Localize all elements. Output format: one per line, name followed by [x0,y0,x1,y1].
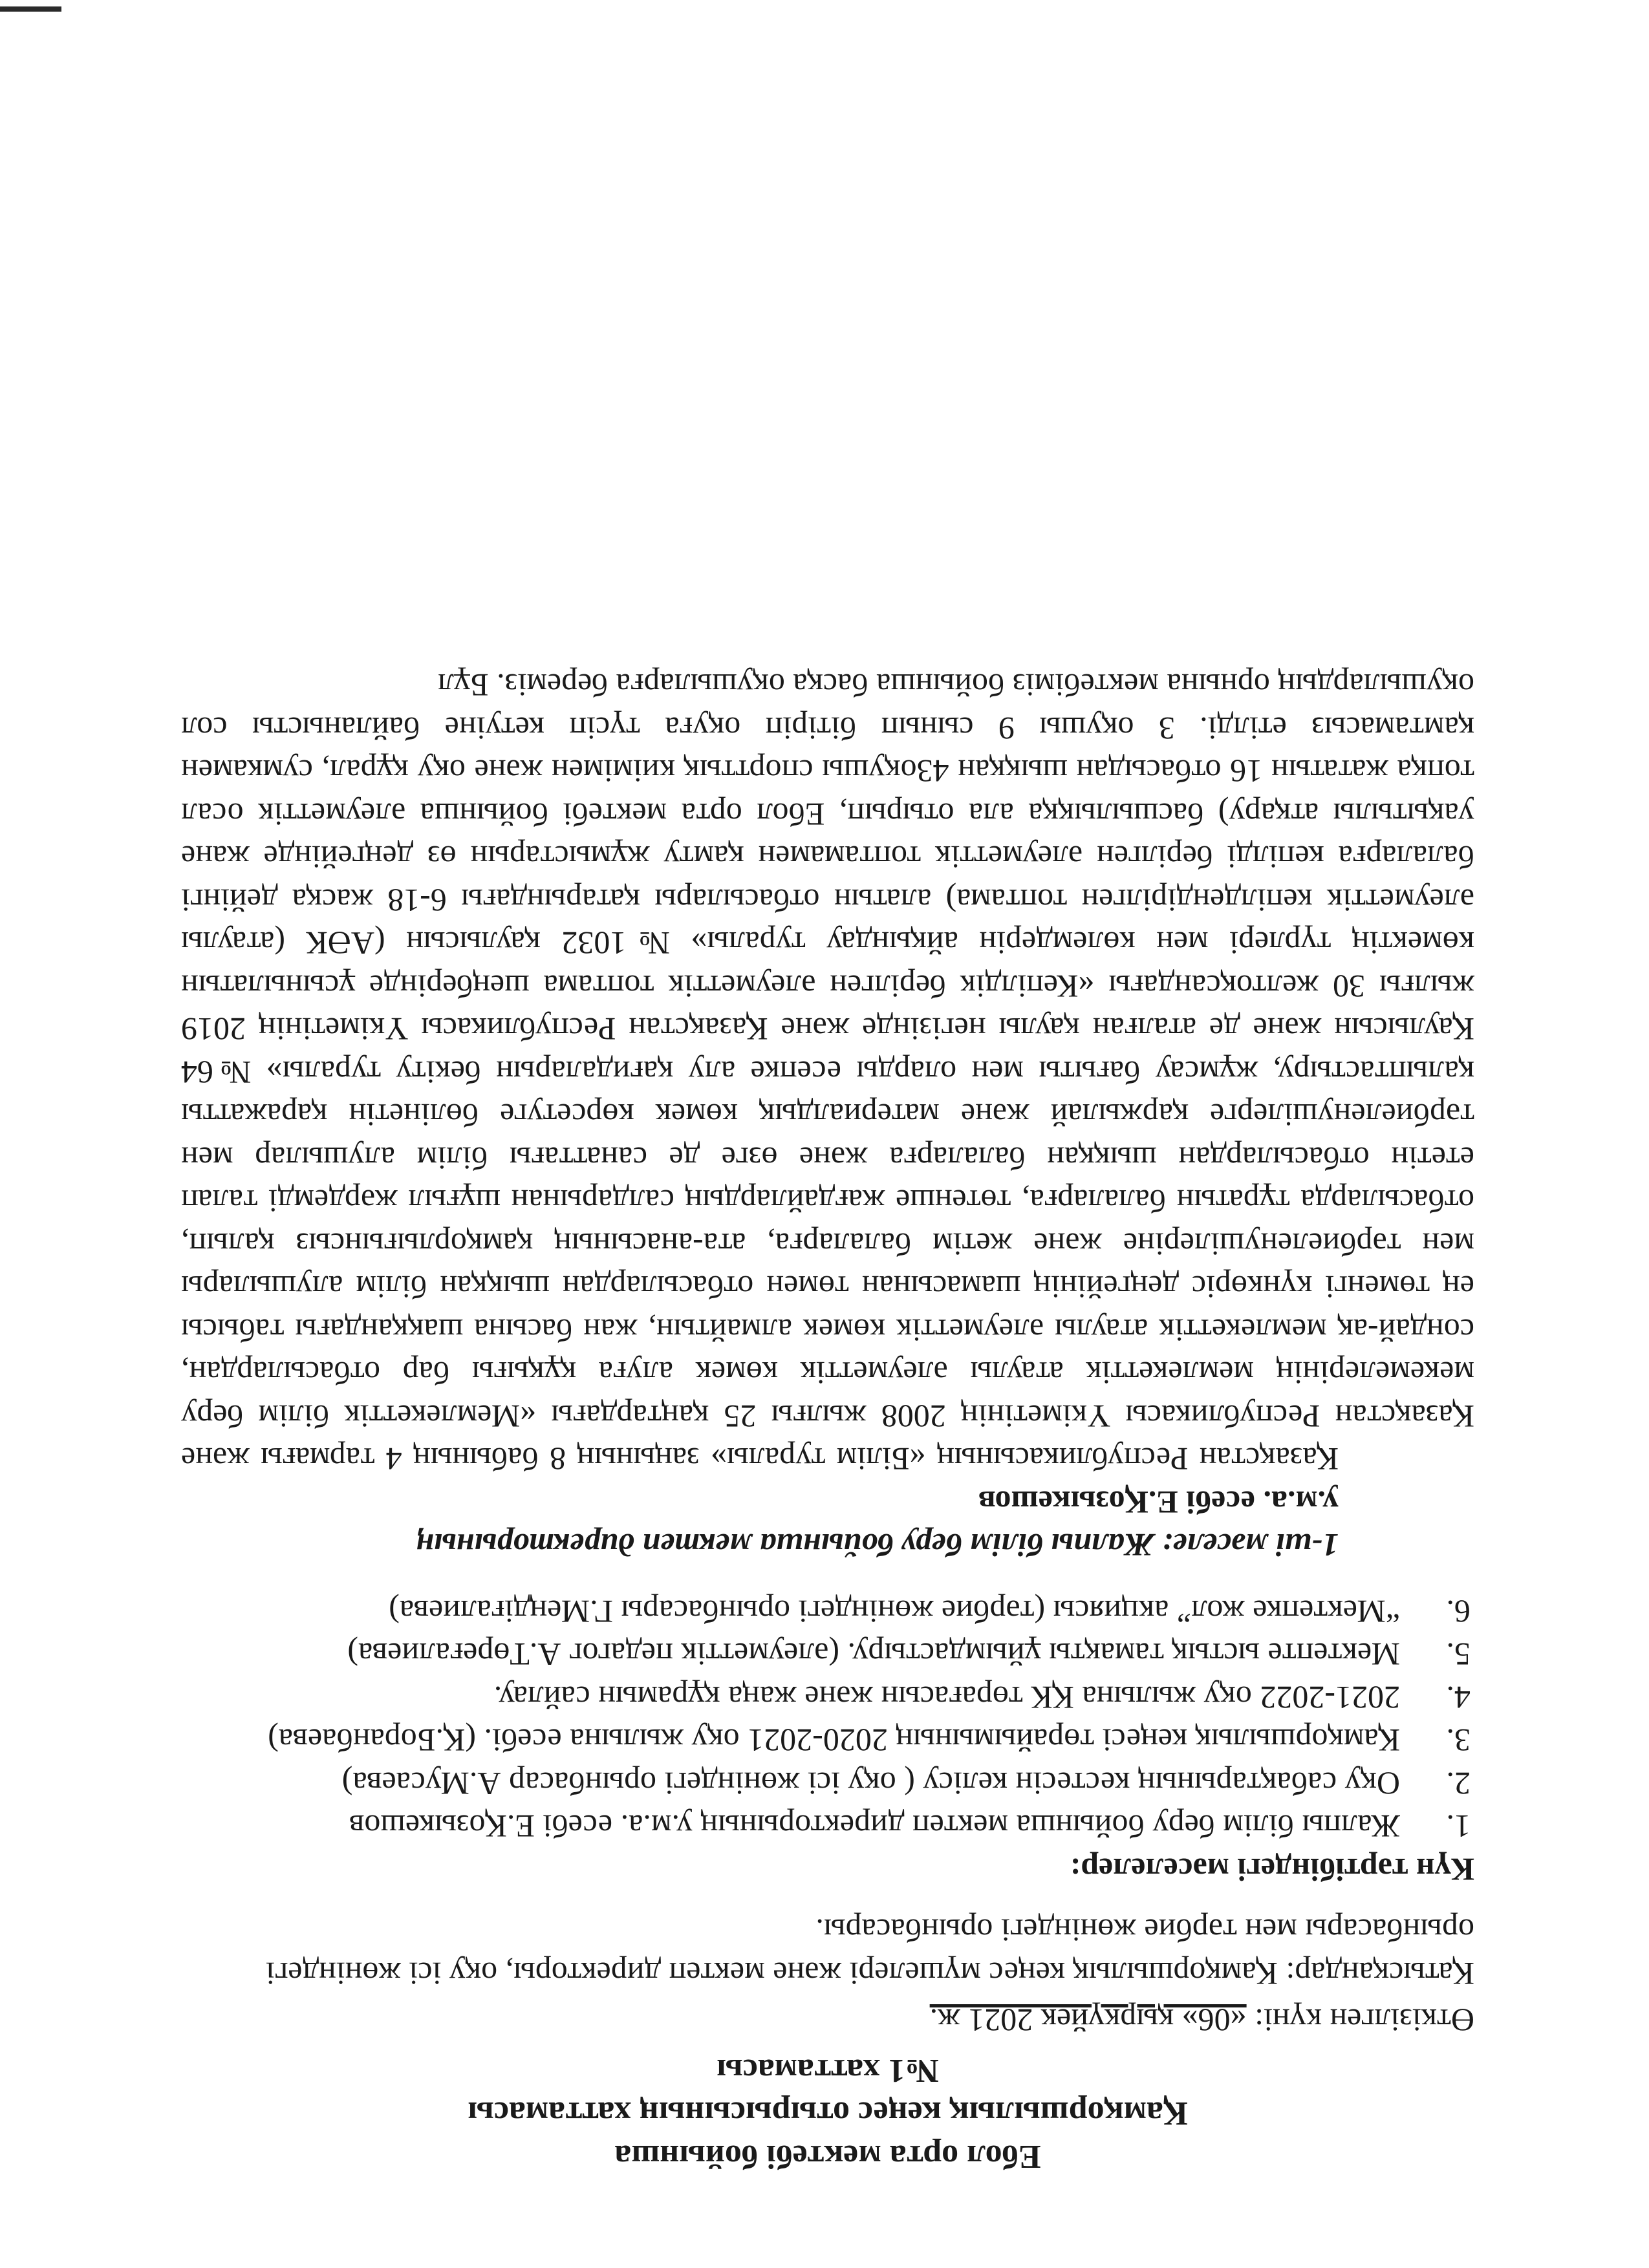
agenda-item-text: 2021-2022 оқу жылына ҚК төрағасын және жаңа құрамын сайлау. [493,1680,1400,1716]
agenda-item-number: 3. [1446,1722,1471,1759]
agenda-item-number: 1. [1446,1808,1471,1845]
agenda-item [181,1762,1474,1806]
date-value: «06» қыркүйек 2021 ж. [929,2002,1247,2039]
agenda-item [181,1805,1474,1848]
title-line-2: Қамқоршылық кеңес отырысының хаттамасы [468,2095,1188,2132]
agenda-item-number: 6. [1446,1594,1471,1630]
agenda-item [181,1719,1474,1762]
issue-heading [181,1481,1474,1567]
agenda-list [181,1590,1474,1848]
attendees: Қатысқандар: Қамқоршылық кеңес мүшелері және мектеп директоры, оқу ісі жөніндегі орынбасары мен тәрбие жөніндегі орынбасары. [265,1912,1474,1992]
body-paragraph: Қазақстан Республикасының «Білім туралы» заңының 8 бабының 4 тармағы және Қазақстан Республикасы Үкіметінің 2008 жылғы 25 қаңтардағы «Мемлекеттік білім беру мекемелерінің мемлекеттік атаулы әлеуметтік көмек алуға құқығы бар отбасылардан, сондай-ақ мемлекеттік атаулы әлеуметтік көмек алмайтын, жан басына шаққандағы табысы ең төменгі күнкөріс деңгейінің шамасынан төмен отбасылардан шыққан білім алушылары мен тәрбиеленушілеріне және жетім балаларға, ата-анасының қамқорлығынсыз қалып, отбасыларда тұратын балаларға, төтенше жағдайлардың салдарынан шұғыл жәрдемді талап ететін отбасылардан шыққан балаларға және өзге де санаттағы білім алушылар мен тәрбиеленушілерге қаржылай және материалдық көмек көрсетуге бөлінетін қаражатты қалыптастыру, жұмсау бағыты мен оларды есепке алу қағидаларын бекіту туралы» №64 Қаулысын және де аталған қаулы негізінде және Қазақстан Республикасы Үкіметінің 2019 жылғы 30 желтоқсандағы «Кепілдік берілген әлеуметтік топтама шеңберінде ұсынылатын көмектің түрлері мен көлемдерін айқындау туралы» №1032 қаулысын (АӘК (атаулы әлеуметтік кепілдендірілген топтама) алатын отбасылары қатарындағы 6-18 жасқа дейінгі балаларға кепілді берілген әлеуметтік топтамамен қамту жұмыстарын өз деңгейінде жане уақытылы атқару) басшылыққа ала отырып, Ебол орта мектебі бойынша әлеуметтік осал топқа жататын 16 отбасыдан шыққан 43оқушы спорттық киімімен және оқу құрал, сумкамен қамтамасыз етілді. 3 оқушы 9 сынып бітіріп оқуға түсіп кетуіне байланысты сол оқушылардың орнына мектебіміз бойынша басқа оқушыларға береміз. Бұл [181,667,1474,1478]
title-line-3: №1 хаттамасы [717,2052,939,2089]
issue-label: 1-ші мәселе: Жалпы білім беру бойынша мектеп директорының [416,1527,1339,1564]
agenda-heading: Күн тәртібіндегі мәселелер: [1070,1852,1474,1888]
title-line-1: Ебол орта мектебі бойынша [614,2138,1041,2175]
issue-speaker: у.м.а. есебі Е.Қозыкешов [978,1484,1339,1521]
agenda-item-number: 4. [1446,1680,1471,1716]
agenda-item-text: Жалпы білім беру бойынша мектеп директорының у.м.а. есебі Е.Қозыкешов [349,1808,1400,1845]
agenda-item-text: “Мектепке жол” акциясы (тәрбие жөніндегі орынбасары Г.Меңдіғалиева) [389,1594,1400,1630]
date-label: Өткізілген күні: [1246,2002,1474,2039]
agenda-item-text: Қамқоршылық кеңесі төрайымының 2020-2021 оқу жылына есебі. (Қ.Боранбаева) [268,1722,1400,1759]
agenda-item-text: Мектепте ыстық тамақты ұйымдастыру. (әлеуметтік педагог А.Төреғалиева) [347,1636,1400,1673]
document-content [181,664,1474,2177]
agenda-item [181,1590,1474,1634]
agenda-item-number: 2. [1446,1766,1471,1802]
agenda-item-number: 5. [1446,1636,1471,1673]
meeting-date [181,1999,1474,2042]
agenda-item [181,1633,1474,1676]
agenda-item [181,1676,1474,1720]
agenda-item-text: Оқу сабақтарының кестесін келісу ( оқу ісі жөніндегі орынбасар А.Мусаева) [341,1766,1400,1802]
